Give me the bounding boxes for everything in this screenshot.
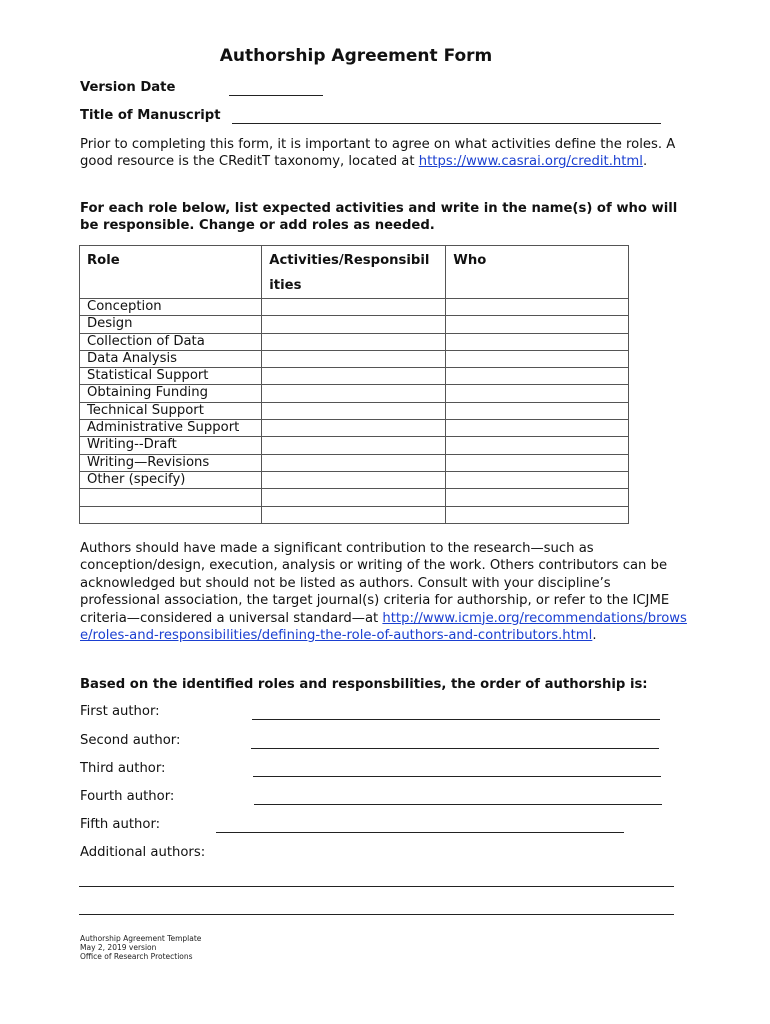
- additional-authors-field-1[interactable]: [79, 886, 674, 887]
- footer-line-2: May 2, 2019 version: [80, 943, 157, 952]
- role-cell: Collection of Data: [80, 333, 262, 350]
- who-cell[interactable]: [446, 368, 629, 385]
- first-author-label: First author:: [80, 704, 160, 719]
- table-row: [80, 506, 629, 523]
- who-cell[interactable]: [446, 402, 629, 419]
- who-cell[interactable]: [446, 299, 629, 316]
- role-cell: Design: [80, 316, 262, 333]
- third-author-field[interactable]: [253, 776, 661, 777]
- authors-note-text: Authors should have made a significant contribution to the research—such as conception/design, execution, analysis or writing of the work. Others contributors can be acknowledged but should not be listed as authors. Consult with your discipline’s professional association, the target journal(s) criteria for authorship, or refer to the ICJME criteria—considered a universal standard—at: [80, 541, 670, 626]
- fourth-author-field[interactable]: [254, 804, 662, 805]
- who-cell[interactable]: [446, 471, 629, 488]
- table-header-row: [80, 246, 629, 299]
- who-cell[interactable]: [446, 333, 629, 350]
- intro-end: .: [642, 154, 648, 170]
- who-cell[interactable]: [446, 489, 629, 506]
- credit-taxonomy-link[interactable]: https://www.casrai.org/credit.html: [418, 154, 643, 170]
- header-role: Role: [80, 246, 262, 299]
- activities-cell[interactable]: [262, 350, 446, 367]
- table-row: [80, 437, 629, 454]
- role-cell: Technical Support: [80, 402, 262, 419]
- activities-cell[interactable]: [262, 385, 446, 402]
- table-row: [80, 368, 629, 385]
- footer: [80, 934, 201, 961]
- version-date-field[interactable]: [229, 95, 323, 96]
- footer-line-3: Office of Research Protections: [80, 952, 193, 961]
- role-cell: Writing--Draft: [80, 437, 262, 454]
- who-cell[interactable]: [446, 437, 629, 454]
- fourth-author-label: Fourth author:: [80, 789, 175, 804]
- roles-table: [79, 245, 629, 524]
- fifth-author-label: Fifth author:: [80, 817, 161, 832]
- intro-paragraph: [80, 136, 692, 171]
- table-row: [80, 350, 629, 367]
- table-row: [80, 316, 629, 333]
- table-row: [80, 385, 629, 402]
- role-cell: Conception: [80, 299, 262, 316]
- activities-cell[interactable]: [262, 420, 446, 437]
- who-cell[interactable]: [446, 454, 629, 471]
- table-row: [80, 402, 629, 419]
- activities-cell[interactable]: [262, 454, 446, 471]
- instruction-text: For each role below, list expected activities and write in the name(s) of who will be responsible. Change or add roles as needed.: [80, 201, 678, 234]
- intro-text: Prior to completing this form, it is important to agree on what activities define the roles. A good resource is the CReditT taxonomy, located at: [80, 137, 676, 170]
- role-cell: [80, 489, 262, 506]
- additional-authors-field-2[interactable]: [79, 914, 674, 915]
- table-row: [80, 299, 629, 316]
- second-author-label: Second author:: [80, 733, 181, 748]
- authors-note-paragraph: [80, 540, 692, 644]
- who-cell[interactable]: [446, 506, 629, 523]
- role-cell: Statistical Support: [80, 368, 262, 385]
- additional-authors-label: Additional authors:: [80, 845, 206, 860]
- role-cell: Data Analysis: [80, 350, 262, 367]
- activities-cell[interactable]: [262, 368, 446, 385]
- second-author-field[interactable]: [251, 748, 659, 749]
- manuscript-title-label: Title of Manuscript: [80, 108, 221, 123]
- who-cell[interactable]: [446, 385, 629, 402]
- header-who: Who: [446, 246, 629, 299]
- who-cell[interactable]: [446, 420, 629, 437]
- activities-cell[interactable]: [262, 471, 446, 488]
- header-activities: [262, 246, 446, 299]
- authors-note-end: .: [592, 628, 597, 644]
- activities-cell[interactable]: [262, 316, 446, 333]
- manuscript-title-field[interactable]: [232, 123, 661, 124]
- table-row: [80, 471, 629, 488]
- footer-line-1: Authorship Agreement Template: [80, 934, 202, 943]
- table-row: [80, 333, 629, 350]
- version-date-label: Version Date: [80, 80, 176, 95]
- order-heading: Based on the identified roles and responsbilities, the order of authorship is:: [80, 677, 648, 692]
- page-title: Authorship Agreement Form: [219, 46, 493, 66]
- third-author-label: Third author:: [80, 761, 166, 776]
- icmje-link[interactable]: http://www.icmje.org/recommendations/browse/roles-and-responsibilities/defining-the-role-of-authors-and-contributors.html: [80, 610, 687, 644]
- role-cell: Writing—Revisions: [80, 454, 262, 471]
- activities-cell[interactable]: [262, 437, 446, 454]
- activities-cell[interactable]: [262, 489, 446, 506]
- activities-cell[interactable]: [262, 333, 446, 350]
- role-cell: Other (specify): [80, 471, 262, 488]
- first-author-field[interactable]: [252, 719, 660, 720]
- activities-cell[interactable]: [262, 299, 446, 316]
- table-row: [80, 454, 629, 471]
- who-cell[interactable]: [446, 316, 629, 333]
- activities-cell[interactable]: [262, 402, 446, 419]
- table-row: [80, 489, 629, 506]
- role-cell: [80, 506, 262, 523]
- role-cell: Obtaining Funding: [80, 385, 262, 402]
- fifth-author-field[interactable]: [216, 832, 624, 833]
- header-activities-text: Activities/Responsibil ities: [269, 253, 430, 293]
- table-row: [80, 420, 629, 437]
- role-cell: Administrative Support: [80, 420, 262, 437]
- who-cell[interactable]: [446, 350, 629, 367]
- activities-cell[interactable]: [262, 506, 446, 523]
